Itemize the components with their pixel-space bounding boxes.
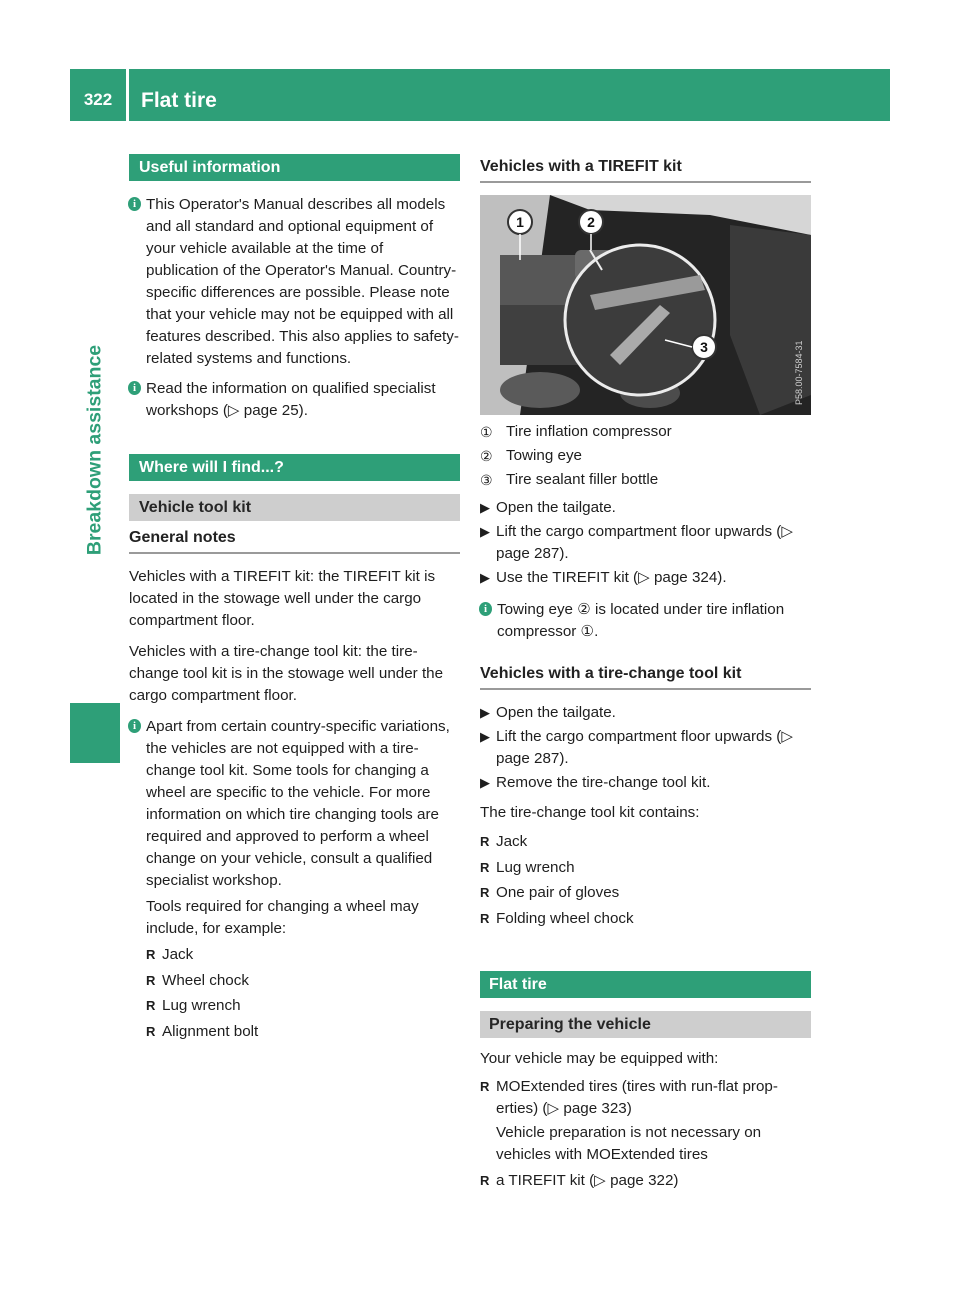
section-flat-tire: Flat tire — [480, 971, 811, 998]
step-item: ▶ Open the tailgate. — [480, 497, 811, 519]
header-divider — [126, 69, 129, 121]
bullet-icon: R — [480, 1172, 490, 1188]
bullet-icon: R — [480, 859, 490, 875]
info-note — [129, 194, 460, 370]
list-item: R Jack — [480, 831, 811, 853]
info-text: Towing eye ② is located under tire inflation compressor ①. — [497, 601, 785, 640]
tirefit-photo — [480, 195, 811, 415]
photo-code: P58.00-7584-31 — [794, 340, 804, 405]
page-number: 322 — [83, 90, 113, 109]
bullet-icon: R — [480, 910, 490, 926]
legend-item: ③ Tire sealant filler bottle — [480, 469, 811, 491]
step-item: ▶ Remove the tire-change tool kit. — [480, 772, 811, 794]
list-item: R Folding wheel chock — [480, 908, 811, 930]
list-item: R One pair of gloves — [480, 882, 811, 904]
subsection-preparing-vehicle: Preparing the vehicle — [480, 1011, 811, 1038]
bullet-icon: R — [480, 885, 490, 900]
page-title: Flat tire — [141, 89, 217, 112]
subsection-vehicle-tool-kit: Vehicle tool kit — [129, 494, 460, 521]
info-note — [129, 378, 460, 422]
section-where-will-i-find: Where will I find...? — [129, 454, 460, 481]
info-icon: i — [128, 197, 141, 211]
list-item: R Alignment bolt — [146, 1021, 460, 1043]
info-note — [129, 716, 460, 1043]
info-text: Apart from certain country-specific variations, the vehicles are not equipped with a tire-change tool kit. Some tools for changing a wheel are specific to the vehicle. For more information on which tire changing tools are required and approved to perform a wheel change on your vehicle, consult a qualified specialist workshop. — [146, 718, 450, 889]
callout-2-label: 2 — [587, 214, 595, 230]
section-useful-information: Useful information — [129, 154, 460, 181]
list-item: R a TIREFIT kit (▷ page 322) — [480, 1170, 811, 1192]
step-item: ▶ Lift the cargo compartment floor upwards (▷ page 287). — [480, 728, 793, 767]
heading-tire-change-tool-kit: Vehicles with a tire-change tool kit — [480, 663, 811, 690]
bullet-icon: R — [480, 834, 490, 849]
bullet-icon: R — [146, 947, 156, 962]
paragraph: Vehicles with a TIREFIT kit: the TIREFIT kit is located in the stowage well under the cargo compartment floor. — [129, 568, 436, 629]
step-arrow-icon: ▶ — [480, 705, 490, 720]
list-item: R Jack — [146, 944, 460, 966]
legend-item: ② Towing eye — [480, 445, 811, 467]
callout-number: ③ — [480, 472, 493, 488]
paragraph: Tools required for changing a wheel may include, for example: — [146, 898, 419, 937]
heading-tirefit: Vehicles with a TIREFIT kit — [480, 156, 811, 183]
callout-number: ① — [480, 424, 493, 440]
chapter-tab — [70, 703, 120, 763]
right-column — [480, 150, 811, 1195]
paragraph: Your vehicle may be equipped with: — [480, 1050, 719, 1067]
list-item: R Lug wrench — [146, 995, 460, 1017]
info-note — [480, 599, 811, 643]
step-arrow-icon: ▶ — [480, 729, 490, 744]
callout-number: ② — [480, 448, 493, 464]
info-icon: i — [479, 602, 492, 616]
callout-1-label: 1 — [516, 214, 524, 230]
step-arrow-icon: ▶ — [480, 524, 490, 539]
step-arrow-icon: ▶ — [480, 500, 490, 515]
paragraph: The tire-change tool kit contains: — [480, 804, 700, 821]
legend-item: ① Tire inflation compressor — [480, 421, 811, 443]
list-item: R MOExtended tires (tires with run-flat properties) (▷ page 323) Vehicle preparation is not necessary on vehicles with MOExtended tires — [480, 1076, 811, 1166]
left-column — [129, 150, 460, 1051]
chapter-label: Breakdown assistance — [83, 344, 106, 556]
step-arrow-icon: ▶ — [480, 570, 490, 585]
list-item-note: Vehicle preparation is not necessary on vehicles with MOExtended tires — [496, 1124, 762, 1163]
step-arrow-icon: ▶ — [480, 775, 490, 790]
bullet-icon: R — [146, 1023, 156, 1039]
step-item: ▶ Lift the cargo compartment floor upwards (▷ page 287). — [480, 523, 793, 562]
bullet-icon: R — [480, 1079, 490, 1094]
step-item: ▶ Open the tailgate. — [480, 702, 811, 724]
info-text: This Operator's Manual describes all models and all standard and optional equipment of your vehicle available at the time of publication of the Operator's Manual. Country-specific differences are possible. Please note that your vehicle may not be equipped with all features described. This also applies to safety-related systems and functions. — [146, 196, 459, 367]
info-icon: i — [128, 719, 141, 733]
heading-general-notes: General notes — [129, 527, 460, 554]
bullet-icon: R — [146, 972, 156, 988]
list-item: R Lug wrench — [480, 857, 811, 879]
tirefit-illustration — [480, 195, 811, 415]
paragraph: Vehicles with a tire-change tool kit: the tire-change tool kit is in the stowage well under the cargo compartment floor. — [129, 643, 444, 704]
info-text: Read the information on qualified specialist workshops (▷ page 25). — [146, 380, 436, 419]
bullet-icon: R — [146, 998, 156, 1013]
callout-3-label: 3 — [700, 339, 708, 355]
step-item: ▶ Use the TIREFIT kit (▷ page 324). — [480, 567, 811, 589]
info-icon: i — [128, 381, 141, 395]
list-item: R Wheel chock — [146, 970, 460, 992]
